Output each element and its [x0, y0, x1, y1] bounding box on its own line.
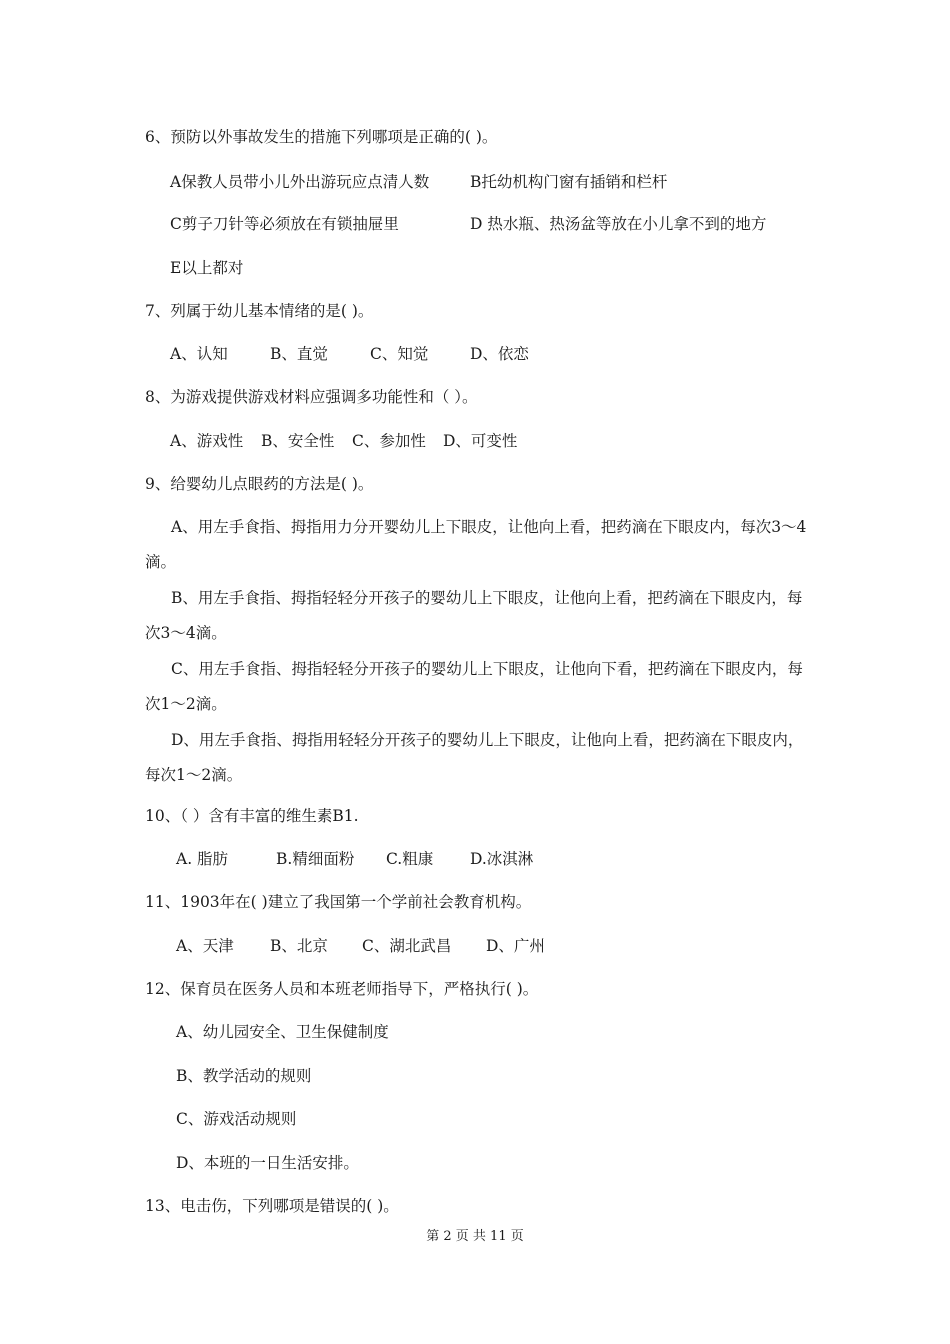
question-11-stem: 11、1903年在( )建立了我国第一个学前社会教育机构。	[145, 893, 532, 911]
question-8-option-d: D、可变性	[443, 432, 518, 450]
question-9-option-c: C、用左手食指、拇指轻轻分开孩子的婴幼儿上下眼皮，让他向下看，把药滴在下眼皮内，每次1～2滴。	[145, 660, 803, 713]
question-9-option-b: B、用左手食指、拇指轻轻分开孩子的婴幼儿上下眼皮，让他向上看，把药滴在下眼皮内，每次3～4滴。	[145, 589, 803, 642]
question-11-option-d: D、广州	[486, 937, 545, 955]
question-11-option-c: C、湖北武昌	[362, 937, 452, 955]
question-13-stem: 13、电击伤，下列哪项是错误的( )。	[145, 1197, 399, 1215]
question-9-option-d: D、用左手食指、拇指用轻轻分开孩子的婴幼儿上下眼皮，让他向上看，把药滴在下眼皮内，每次1～2滴。	[145, 731, 804, 784]
question-11-option-b: B、北京	[270, 937, 328, 955]
question-12-stem: 12、保育员在医务人员和本班老师指导下，严格执行( )。	[145, 980, 539, 998]
question-7-stem: 7、列属于幼儿基本情绪的是( )。	[145, 302, 374, 320]
page-number: 第 2 页 共 11 页	[426, 1229, 524, 1244]
question-10-option-c: C.粗康	[386, 850, 434, 868]
question-10-option-d: D.冰淇淋	[470, 850, 534, 868]
question-6-option-c: C剪子刀针等必须放在有锁抽屉里	[170, 215, 399, 233]
question-6-stem: 6、预防以外事故发生的措施下列哪项是正确的( )。	[145, 128, 498, 146]
question-12-option-b: B、教学活动的规则	[176, 1067, 312, 1085]
question-11-option-a: A、天津	[176, 937, 234, 955]
question-7-option-a: A、认知	[170, 345, 228, 363]
question-7-option-b: B、直觉	[270, 345, 328, 363]
question-6-option-e: E以上都对	[170, 259, 244, 277]
question-6-option-a: A保教人员带小儿外出游玩应点清人数	[170, 173, 430, 191]
question-6-option-b: B托幼机构门窗有插销和栏杆	[470, 173, 668, 191]
question-8-option-a: A、游戏性	[170, 432, 244, 450]
question-10-option-b: B.精细面粉	[276, 850, 355, 868]
question-10-option-a: A. 脂肪	[176, 850, 229, 868]
question-9-stem: 9、给婴幼儿点眼药的方法是( )。	[145, 475, 374, 493]
question-12-option-d: D、本班的一日生活安排。	[176, 1154, 359, 1172]
question-12-option-a: A、幼儿园安全、卫生保健制度	[176, 1023, 389, 1041]
question-8-option-b: B、安全性	[261, 432, 335, 450]
question-9-option-a: A、用左手食指、拇指用力分开婴幼儿上下眼皮，让他向上看，把药滴在下眼皮内，每次3～4滴。	[145, 518, 807, 571]
question-6-option-d: D 热水瓶、热汤盆等放在小儿拿不到的地方	[470, 215, 767, 233]
question-8-stem: 8、为游戏提供游戏材料应强调多功能性和（ ）。	[145, 388, 478, 406]
question-7-option-d: D、依恋	[470, 345, 529, 363]
question-10-stem: 10、（ ）含有丰富的维生素B1.	[145, 807, 359, 825]
question-12-option-c: C、游戏活动规则	[176, 1110, 297, 1128]
question-8-option-c: C、参加性	[352, 432, 426, 450]
question-7-option-c: C、知觉	[370, 345, 429, 363]
